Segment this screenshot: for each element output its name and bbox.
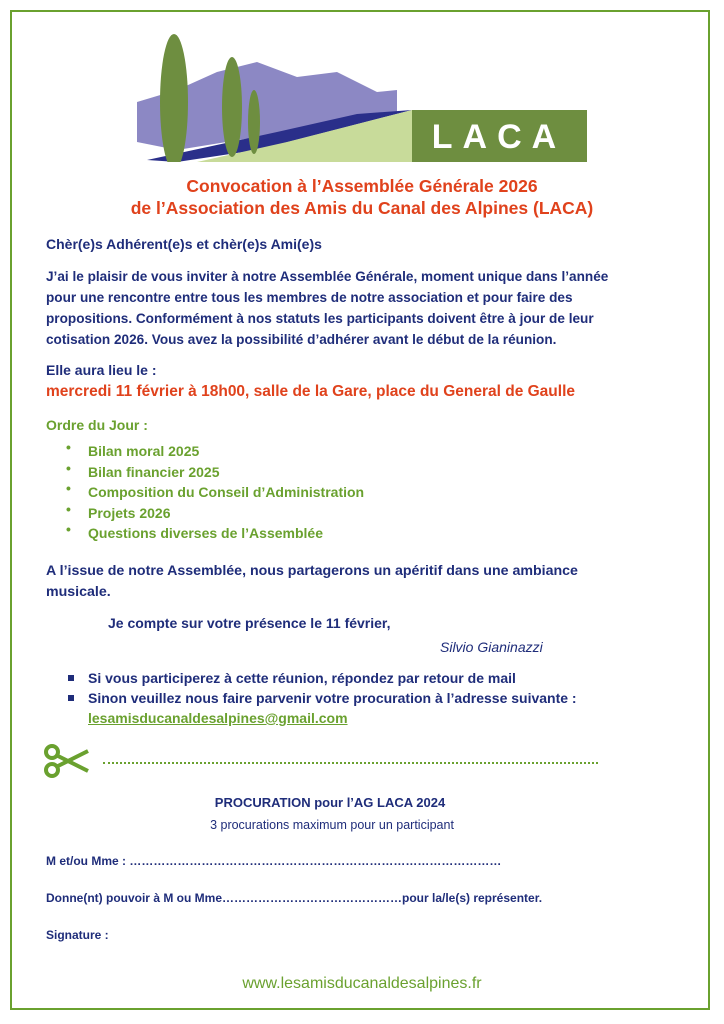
cypress-tree-1 bbox=[160, 34, 188, 162]
agenda-item: • Composition du Conseil d’Administration bbox=[46, 484, 364, 505]
proxy-name-field[interactable]: M et/ou Mme : ………………………………………………………………………………… bbox=[46, 854, 502, 868]
proxy-title: PROCURATION pour l’AG LACA 2024 bbox=[214, 795, 446, 810]
laca-logo bbox=[137, 32, 587, 162]
signatory-name: Silvio Gianinazzi bbox=[440, 639, 543, 655]
agenda-item: • Questions diverses de l’Assemblée bbox=[46, 525, 364, 546]
cypress-tree-2 bbox=[222, 57, 242, 157]
reply-list bbox=[46, 668, 577, 728]
proxy-power-field[interactable]: Donne(nt) pouvoir à M ou Mme………………………………………pour la/le(s) représenter. bbox=[46, 891, 543, 905]
greeting: Chèr(e)s Adhérent(e)s et chèr(e)s Ami(e)s bbox=[46, 236, 322, 252]
venue-lead: Elle aura lieu le : bbox=[46, 362, 157, 378]
proxy-subtitle: 3 procurations maximum pour un participant bbox=[210, 818, 454, 832]
presence-line: Je compte sur votre présence le 11 février, bbox=[108, 615, 391, 631]
closing-paragraph: A l’issue de notre Assemblée, nous partagerons un apéritif dans une ambiance musicale. bbox=[46, 563, 578, 600]
cypress-tree-3 bbox=[248, 90, 260, 154]
email-link[interactable]: lesamisducanaldesalpines@gmail.com bbox=[88, 710, 348, 726]
cut-line bbox=[103, 762, 598, 764]
agenda-item: • Bilan moral 2025 bbox=[46, 443, 364, 464]
agenda-heading: Ordre du Jour : bbox=[46, 417, 148, 433]
reply-item: Sinon veuillez nous faire parvenir votre procuration à l’adresse suivante : lesamisducanaldesalpines@gmail.com bbox=[46, 688, 577, 728]
agenda-list bbox=[46, 443, 364, 546]
reply-item: Si vous participerez à cette réunion, répondez par retour de mail bbox=[46, 668, 577, 688]
agenda-item: • Bilan financier 2025 bbox=[46, 464, 364, 485]
proxy-signature-field[interactable]: Signature : bbox=[46, 928, 109, 942]
title-line-2: de l’Association des Amis du Canal des Alpines (LACA) bbox=[130, 198, 594, 218]
logo-text: LACA bbox=[431, 118, 567, 156]
title-line-1: Convocation à l’Assemblée Générale 2026 bbox=[186, 176, 538, 196]
venue-details: mercredi 11 février à 18h00, salle de la Gare, place du General de Gaulle bbox=[46, 383, 576, 400]
website-footer[interactable]: www.lesamisducanaldesalpines.fr bbox=[242, 975, 482, 992]
agenda-item: • Projets 2026 bbox=[46, 505, 364, 526]
intro-paragraph: J’ai le plaisir de vous inviter à notre Assemblée Générale, moment unique dans l’année pour une rencontre entre tous les membres de notre association et pour faire des propositions. Conformément à nos statuts les participants doivent être à jour de leur cotisation 2026. Vous avez la possibilité d’adhérer avant le début de la réunion. bbox=[46, 269, 609, 347]
scissors-icon bbox=[42, 743, 90, 779]
